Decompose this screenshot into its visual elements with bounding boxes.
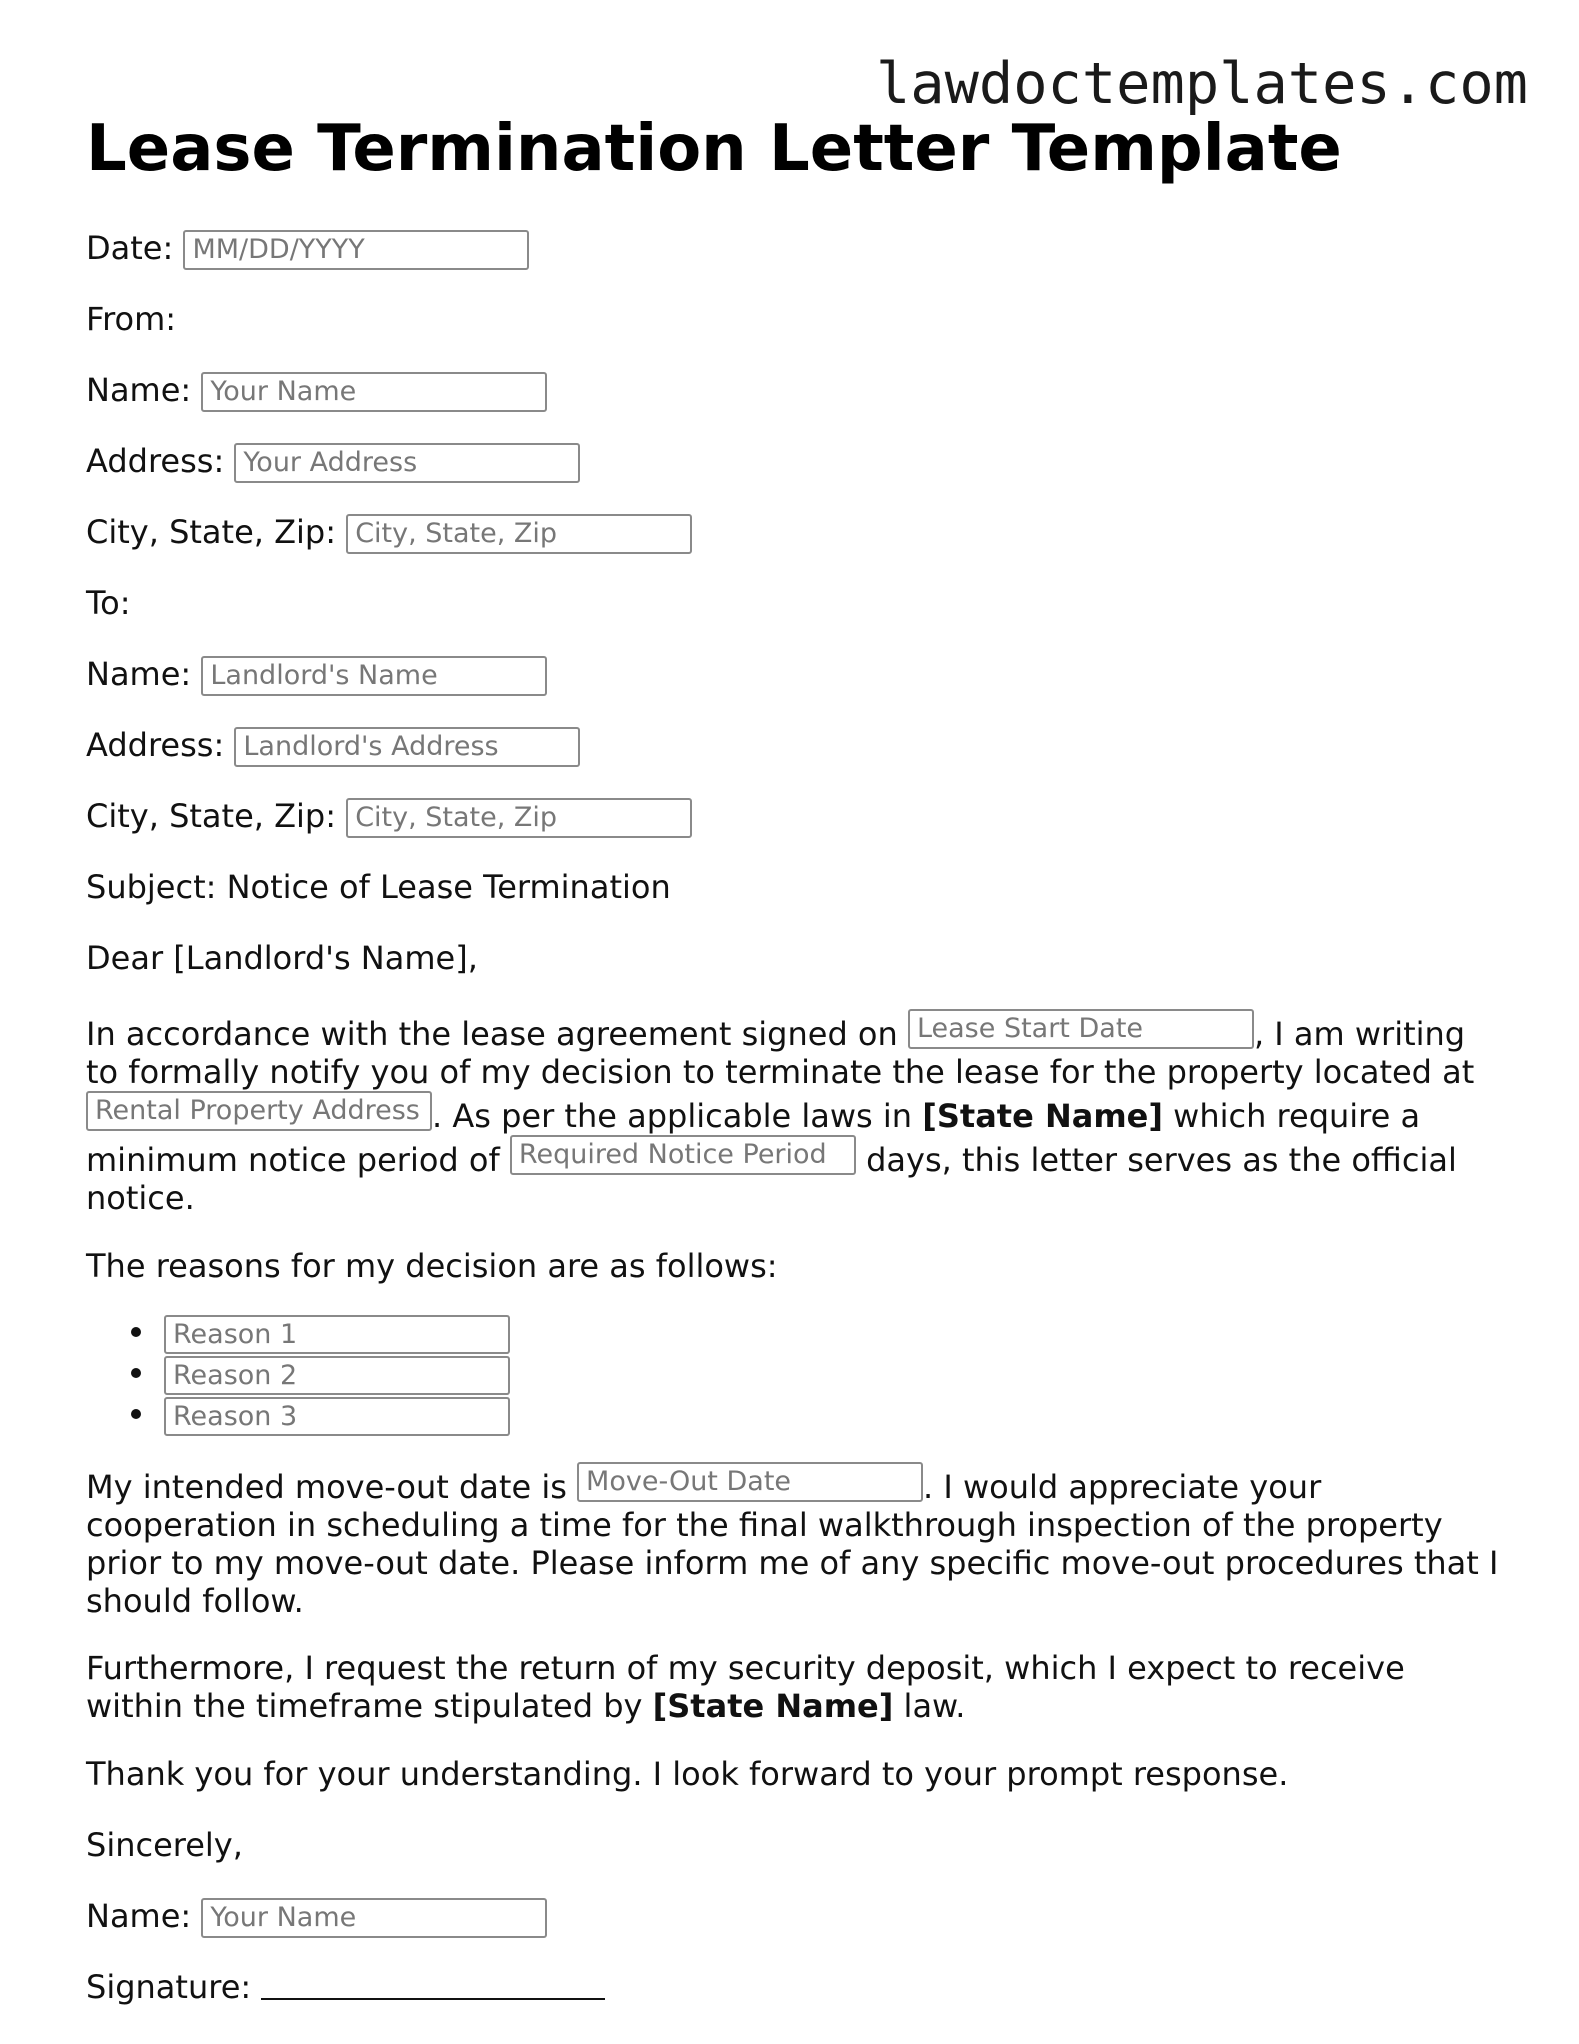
- deposit-paragraph: [86, 1649, 1506, 1725]
- date-row: [86, 228, 1506, 268]
- bullet-icon: [131, 1327, 141, 1337]
- to-name-input[interactable]: Landlord's Name: [201, 656, 547, 696]
- reasons-list: [86, 1312, 1506, 1435]
- notice-text-4: which require a minimum notice period of: [86, 1097, 1421, 1179]
- to-city-input[interactable]: City, State, Zip: [346, 798, 692, 838]
- page-title: Lease Termination Letter Template: [86, 112, 1342, 186]
- notice-text-3: . As per the applicable laws in: [432, 1097, 923, 1135]
- letter-document: [86, 100, 1506, 2038]
- from-address-input[interactable]: Your Address: [234, 443, 580, 483]
- from-name-row: [86, 370, 1506, 410]
- deposit-text-1: Furthermore, I request the return of my security deposit, which I expect to receive within the timeframe stipulated by: [86, 1649, 1405, 1725]
- signature-line[interactable]: [261, 1968, 605, 2000]
- rental-property-address-input[interactable]: Rental Property Address: [86, 1091, 432, 1131]
- list-item: [86, 1394, 1506, 1435]
- to-city-row: [86, 796, 1506, 836]
- signature-label: Signature:: [86, 1968, 252, 2006]
- bullet-icon: [131, 1409, 141, 1419]
- from-city-row: [86, 512, 1506, 552]
- from-heading: From:: [86, 300, 177, 338]
- list-item: [86, 1312, 1506, 1353]
- closing-line: Sincerely,: [86, 1826, 243, 1864]
- moveout-paragraph: [86, 1462, 1506, 1620]
- from-name-input[interactable]: Your Name: [201, 372, 547, 412]
- notice-paragraph: [86, 1009, 1506, 1217]
- to-address-input[interactable]: Landlord's Address: [234, 727, 580, 767]
- sign-name-input[interactable]: Your Name: [201, 1898, 547, 1938]
- to-name-row: [86, 654, 1506, 694]
- sign-name-row: [86, 1896, 1506, 1936]
- from-address-row: [86, 441, 1506, 481]
- notice-text-1: In accordance with the lease agreement signed on: [86, 1015, 908, 1053]
- state-name-placeholder: [State Name]: [922, 1097, 1163, 1135]
- to-name-label: Name:: [86, 655, 192, 693]
- salutation: Dear [Landlord's Name],: [86, 939, 478, 977]
- reason-3-input[interactable]: Reason 3: [164, 1397, 510, 1436]
- bullet-icon: [131, 1368, 141, 1378]
- notice-text-2: , I am writing to formally notify you of my decision to terminate the lease for the property located at: [86, 1015, 1475, 1091]
- to-heading: To:: [86, 584, 131, 622]
- from-city-input[interactable]: City, State, Zip: [346, 514, 692, 554]
- notice-text-5: days, this letter serves as the official notice.: [86, 1141, 1457, 1217]
- moveout-text-1: My intended move-out date is: [86, 1468, 578, 1506]
- from-name-label: Name:: [86, 371, 192, 409]
- lease-start-date-input[interactable]: Lease Start Date: [908, 1009, 1254, 1049]
- notice-period-input[interactable]: Required Notice Period: [510, 1135, 856, 1175]
- moveout-text-2: . I would appreciate your cooperation in scheduling a time for the final walkthrough inspection of the property prior to my move-out date. Please inform me of any specific move-out procedures that I should follow.: [86, 1468, 1499, 1620]
- from-city-label: City, State, Zip:: [86, 513, 337, 551]
- date-label: Date:: [86, 229, 174, 267]
- from-address-label: Address:: [86, 442, 225, 480]
- to-address-label: Address:: [86, 726, 225, 764]
- site-watermark: lawdoctemplates.com: [875, 51, 1528, 117]
- signature-row: [86, 1967, 1506, 2007]
- reasons-intro: The reasons for my decision are as follows:: [86, 1247, 778, 1285]
- thanks-line: Thank you for your understanding. I look forward to your prompt response.: [86, 1755, 1289, 1793]
- to-address-row: [86, 725, 1506, 765]
- date-input[interactable]: MM/DD/YYYY: [183, 230, 529, 270]
- deposit-text-2: law.: [893, 1687, 966, 1725]
- reason-2-input[interactable]: Reason 2: [164, 1356, 510, 1395]
- sign-name-label: Name:: [86, 1897, 192, 1935]
- to-city-label: City, State, Zip:: [86, 797, 337, 835]
- reason-1-input[interactable]: Reason 1: [164, 1315, 510, 1354]
- subject-line: Subject: Notice of Lease Termination: [86, 868, 671, 906]
- move-out-date-input[interactable]: Move-Out Date: [577, 1462, 923, 1502]
- state-name-placeholder: [State Name]: [652, 1687, 894, 1725]
- list-item: [86, 1353, 1506, 1394]
